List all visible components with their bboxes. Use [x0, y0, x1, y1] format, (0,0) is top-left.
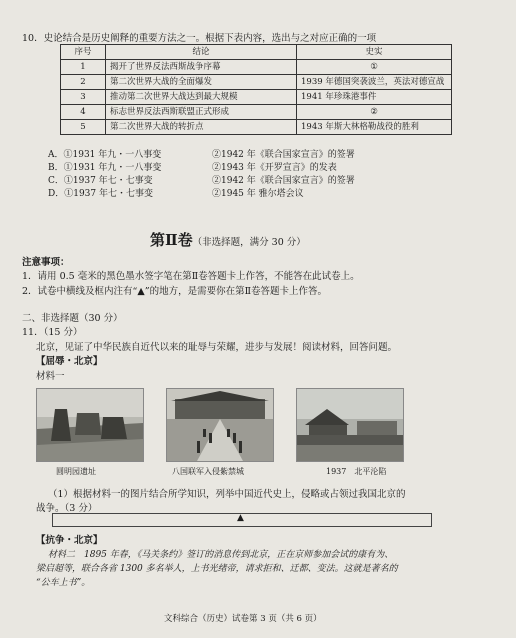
page-footer: 文科综合（历史）试卷第 3 页（共 6 页）: [164, 614, 322, 624]
caption-peiping-1937: 1937 北平沦陷: [326, 467, 387, 476]
table-row: [61, 75, 452, 90]
row-no: 4: [61, 105, 106, 120]
peiping-fall-1937-image: [296, 388, 404, 462]
option-a-part2: ②1942 年《联合国家宣言》的签署: [212, 150, 355, 160]
row-conclusion: 揭开了世界反法西斯战争序幕: [106, 60, 297, 75]
table-row: [61, 120, 452, 135]
section-title-main: 第Ⅱ卷: [150, 231, 193, 249]
row-fact: ①: [297, 60, 452, 75]
row-fact: ②: [297, 105, 452, 120]
option-a-part1: A．①1931 年九・一八事变: [48, 150, 162, 160]
row-fact: 1943 年斯大林格勒战役的胜利: [297, 120, 452, 135]
row-no: 3: [61, 90, 106, 105]
section-title: [150, 229, 306, 250]
row-no: 2: [61, 75, 106, 90]
row-conclusion: 第二次世界大战的转折点: [106, 120, 297, 135]
history-table: [60, 44, 452, 135]
section-tag-resistance: 【抗争・北京】: [36, 535, 103, 546]
answer-box[interactable]: [52, 513, 432, 527]
option-d-part1: D．①1937 年七・七事变: [48, 189, 153, 199]
note-item: 2．试卷中横线及框内注有“▲”的地方，是需要你在第Ⅱ卷答题卡上作答。: [22, 286, 328, 297]
option-c-part1: C．①1937 年七・七事变: [48, 176, 153, 186]
material-1-label: 材料一: [36, 371, 65, 382]
section-tag-humiliation: 【屈辱・北京】: [36, 356, 103, 367]
caption-yuanmingyuan: 圆明园遗址: [56, 467, 96, 476]
row-no: 5: [61, 120, 106, 135]
forbidden-city-invasion-image: [166, 388, 274, 462]
row-conclusion: 推动第二次世界大战达到最大规模: [106, 90, 297, 105]
table-row: [61, 90, 452, 105]
option-d-part2: ②1945 年 雅尔塔会议: [212, 189, 304, 199]
question-11-intro: 北京，见证了中华民族自近代以来的耻辱与荣耀，进步与发展！阅读材料，回答问题。: [36, 342, 398, 353]
material-2-line2: 梁启超等，联合各省 1300 多名举人，上书光绪帝，请求拒和、迁都、变法。这就是著名的: [36, 564, 398, 574]
table-header-row: [61, 45, 452, 60]
row-no: 1: [61, 60, 106, 75]
note-item: 1．请用 0.5 毫米的黑色墨水签字笔在第Ⅱ卷答题卡上作答，不能答在此试卷上。: [22, 271, 360, 282]
sub-question-1: （1）根据材料一的图片结合所学知识，列举中国近代史上，侵略或占领过我国北京的: [48, 489, 406, 500]
table-row: [61, 105, 452, 120]
material-2-line1: 材料二 1895 年春，《马关条约》签订的消息传到北京，正在京师参加会试的康有为、: [48, 550, 394, 560]
row-fact: 1939 年德国突袭波兰，英法对德宣战: [297, 75, 452, 90]
section-subtitle: （非选择题，满分 30 分）: [192, 237, 306, 248]
header-no: 序号: [61, 45, 106, 60]
table-row: [61, 60, 452, 75]
yuanmingyuan-ruins-image: [36, 388, 144, 462]
row-fact: 1941 年珍珠港事件: [297, 90, 452, 105]
question-10-stem: 10．史论结合是历史阐释的重要方法之一。根据下表内容，选出与之对应正确的一项: [22, 33, 377, 44]
header-fact: 史实: [297, 45, 452, 60]
option-c-part2: ②1942 年《联合国家宣言》的签署: [212, 176, 355, 186]
row-conclusion: 第二次世界大战的全面爆发: [106, 75, 297, 90]
notes-heading: 注意事项：: [22, 257, 70, 268]
option-b-part1: B．①1931 年九・一八事变: [48, 163, 162, 173]
part2-heading: 二、非选择题（30 分）: [22, 313, 123, 324]
option-b-part2: ②1943 年《开罗宣言》的发表: [212, 163, 337, 173]
row-conclusion: 标志世界反法西斯联盟正式形成: [106, 105, 297, 120]
caption-forbidden-city: 八国联军入侵紫禁城: [172, 467, 244, 476]
question-11-label: 11．（15 分）: [22, 327, 83, 338]
sub-question-1-cont: 战争。（3 分）: [36, 503, 98, 514]
material-2-line3: “公车上书”。: [36, 578, 91, 588]
header-conclusion: 结论: [106, 45, 297, 60]
answer-triangle-icon: ▲: [237, 513, 244, 523]
